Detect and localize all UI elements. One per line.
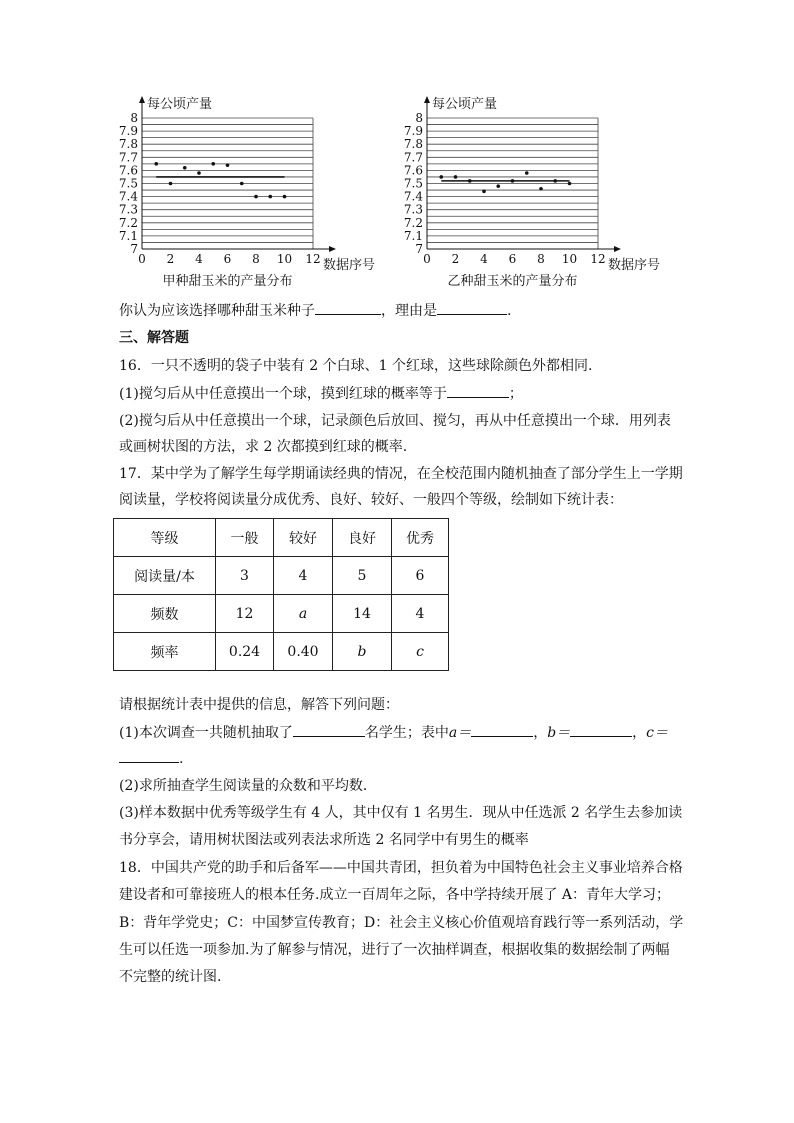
x-axis-label: 数据序号 — [608, 258, 661, 273]
y-axis-label: 每公顷产量 — [147, 97, 213, 112]
q16-part1-text: (1)搅匀后从中任意摸出一个球，摸到红球的概率等于 — [119, 386, 447, 402]
y-axis-label: 每公顷产量 — [432, 97, 498, 112]
chart-title: 甲种甜玉米的产量分布 — [162, 274, 293, 289]
x-axis-arrow — [329, 246, 336, 252]
table-row — [114, 557, 449, 595]
q17-part1-text-2: 名学生；表中 — [364, 725, 449, 741]
q18-line1: 18．中国共产党的助手和后备军——中国共青团，担负着为中国特色社会主义事业培养合格 — [119, 860, 683, 876]
y-tick-label: 7.7 — [118, 150, 138, 165]
table-cell: b — [333, 633, 392, 671]
x-tick-label: 12 — [590, 252, 606, 266]
y-tick-label: 7.8 — [118, 137, 138, 152]
x-tick-label: 2 — [451, 252, 460, 266]
x-tick-label: 6 — [508, 252, 517, 266]
x-tick-label: 4 — [480, 252, 488, 266]
x-tick-label: 0 — [138, 252, 146, 266]
chart-yi-svg — [400, 92, 670, 292]
table-cell: 优秀 — [392, 519, 449, 557]
q16-part2-line1: (2)搅匀后从中任意摸出一个球，记录颜色后放回、搅匀，再从中任意摸出一个球．用列表 — [119, 413, 671, 429]
y-tick-label: 7.9 — [403, 124, 423, 139]
data-point — [482, 190, 486, 194]
y-tick-label: 8 — [130, 111, 138, 125]
table-cell: 阅读量/本 — [114, 557, 216, 595]
q15-line — [119, 300, 511, 321]
data-point — [197, 171, 201, 175]
y-tick-label: 7.3 — [118, 202, 138, 217]
q17-stem-line2: 阅读量，学校将阅读量分成优秀、良好、较好、一般四个等级，绘制如下统计表： — [119, 492, 623, 508]
data-point — [226, 163, 230, 167]
q15-text-2: ，理由是 — [381, 303, 437, 319]
table-cell: 5 — [333, 557, 392, 595]
x-tick-label: 4 — [195, 252, 203, 266]
q17-part2: (2)求所抽查学生阅读量的众数和平均数． — [119, 778, 377, 794]
data-point — [183, 166, 187, 170]
data-point — [539, 187, 543, 191]
table-cell: a — [274, 595, 333, 633]
table-cell: 0.40 — [274, 633, 333, 671]
q16-part2-line2: 或画树状图的方法，求 2 次都摸到红球的概率. — [119, 439, 408, 455]
data-point — [525, 171, 529, 175]
x-tick-label: 8 — [537, 252, 545, 266]
data-point — [283, 195, 287, 199]
table-cell: 4 — [392, 595, 449, 633]
y-axis-arrow — [139, 96, 145, 103]
q18-line3: B：背年学党史；C：中国梦宣传教育；D：社会主义核心价值观培育践行等一系列活动，学 — [119, 915, 684, 931]
x-axis-arrow — [614, 246, 621, 252]
x-tick-label: 8 — [252, 252, 260, 266]
data-point — [211, 162, 215, 166]
table-cell: 频数 — [114, 595, 216, 633]
table-cell: 14 — [333, 595, 392, 633]
data-point — [240, 182, 244, 186]
answer-blank[interactable] — [437, 300, 507, 315]
x-tick-label: 10 — [561, 252, 578, 266]
y-tick-label: 7.2 — [403, 215, 423, 230]
table-cell: 12 — [216, 595, 274, 633]
table-cell: 等级 — [114, 519, 216, 557]
y-tick-label: 7.5 — [403, 176, 423, 191]
x-tick-label: 0 — [423, 252, 431, 266]
chart-jia — [115, 92, 375, 292]
y-tick-label: 8 — [415, 111, 423, 125]
y-tick-label: 7.6 — [403, 163, 423, 178]
table-row — [114, 519, 449, 557]
y-tick-label: 7.4 — [118, 189, 138, 204]
data-point — [454, 175, 458, 179]
q16-part1 — [119, 383, 523, 404]
q17-part3-line2: 书分享会，请用树状图法或列表法求所选 2 名同学中有男生的概率 — [119, 832, 529, 848]
q15-text-3: . — [507, 303, 512, 319]
data-point — [568, 182, 572, 186]
y-tick-label: 7 — [415, 242, 423, 256]
table-cell: 3 — [216, 557, 274, 595]
y-tick-label: 7.8 — [403, 137, 423, 152]
answer-blank[interactable] — [447, 383, 509, 398]
table-cell: 良好 — [333, 519, 392, 557]
y-tick-label: 7 — [130, 242, 138, 256]
answer-blank[interactable] — [293, 722, 365, 737]
q17-sep: ， — [632, 725, 647, 741]
q18-line2: 建设者和可靠接班人的根本任务.成立一百周年之际，各中学持续开展了 A：青年大学习； — [119, 887, 671, 903]
data-point — [496, 184, 500, 188]
x-tick-label: 6 — [223, 252, 232, 266]
chart-title: 乙种甜玉米的产量分布 — [447, 274, 578, 289]
data-point — [169, 182, 173, 186]
q17-stem-line1: 17．某中学为了解学生每学期诵读经典的情况，在全校范围内随机抽查了部分学生上一学期 — [119, 466, 683, 482]
answer-blank[interactable] — [315, 300, 381, 315]
data-point — [468, 179, 472, 183]
y-axis-arrow — [424, 96, 430, 103]
x-axis-label: 数据序号 — [323, 258, 376, 273]
y-tick-label: 7.3 — [403, 202, 423, 217]
y-tick-label: 7.4 — [403, 189, 423, 204]
y-tick-label: 7.5 — [118, 176, 138, 191]
q17-part1-text: (1)本次调查一共随机抽取了 — [119, 725, 293, 741]
data-point — [553, 179, 557, 183]
answer-blank[interactable] — [471, 722, 533, 737]
q17-part1-cont — [119, 748, 183, 769]
table-cell: 一般 — [216, 519, 274, 557]
data-point — [154, 162, 158, 166]
data-point — [268, 195, 272, 199]
data-point — [511, 179, 515, 183]
stat-table — [113, 518, 449, 671]
q17-part3-line1: (3)样本数据中优秀等级学生有 4 人，其中仅有 1 名男生．现从中任选派 2 名学生去参加读 — [119, 805, 683, 821]
table-row — [114, 633, 449, 671]
table-cell: 6 — [392, 557, 449, 595]
q15-text: 你认为应该选择哪种甜玉米种子 — [119, 303, 315, 319]
section-heading: 三、解答题 — [119, 330, 189, 346]
chart-jia-svg — [115, 92, 375, 292]
table-cell: 4 — [274, 557, 333, 595]
y-tick-label: 7.1 — [403, 228, 423, 243]
x-tick-label: 10 — [276, 252, 293, 266]
q17-intro: 请根据统计表中提供的信息，解答下列问题： — [119, 697, 399, 713]
y-tick-label: 7.2 — [118, 215, 138, 230]
q17-var-c: c＝ — [646, 725, 669, 741]
data-point — [254, 195, 258, 199]
y-tick-label: 7.7 — [403, 150, 423, 165]
table-cell: 较好 — [274, 519, 333, 557]
answer-blank[interactable] — [119, 748, 179, 763]
answer-blank[interactable] — [570, 722, 632, 737]
y-tick-label: 7.9 — [118, 124, 138, 139]
q16-part1-end: ； — [508, 386, 523, 402]
chart-yi — [400, 92, 670, 292]
x-tick-label: 2 — [166, 252, 175, 266]
q18-line4: 生可以任选一项参加.为了解参与情况，进行了一次抽样调查，根据收集的数据绘制了两幅 — [119, 942, 670, 958]
q17-var-b: b＝ — [547, 725, 571, 741]
table-cell: c — [392, 633, 449, 671]
q17-part1-end: . — [179, 751, 184, 767]
y-tick-label: 7.1 — [118, 228, 138, 243]
table-row — [114, 595, 449, 633]
x-tick-label: 12 — [305, 252, 321, 266]
table-cell: 0.24 — [216, 633, 274, 671]
q17-sep: ， — [533, 725, 548, 741]
q17-part1 — [119, 722, 668, 743]
data-point — [439, 175, 443, 179]
q17-var-a: a＝ — [448, 725, 472, 741]
q18-line5: 不完整的统计图. — [119, 969, 222, 985]
y-tick-label: 7.6 — [118, 163, 138, 178]
q16-stem: 16．一只不透明的袋子中装有 2 个白球、1 个红球，这些球除颜色外都相同. — [119, 358, 593, 374]
table-cell: 频率 — [114, 633, 216, 671]
